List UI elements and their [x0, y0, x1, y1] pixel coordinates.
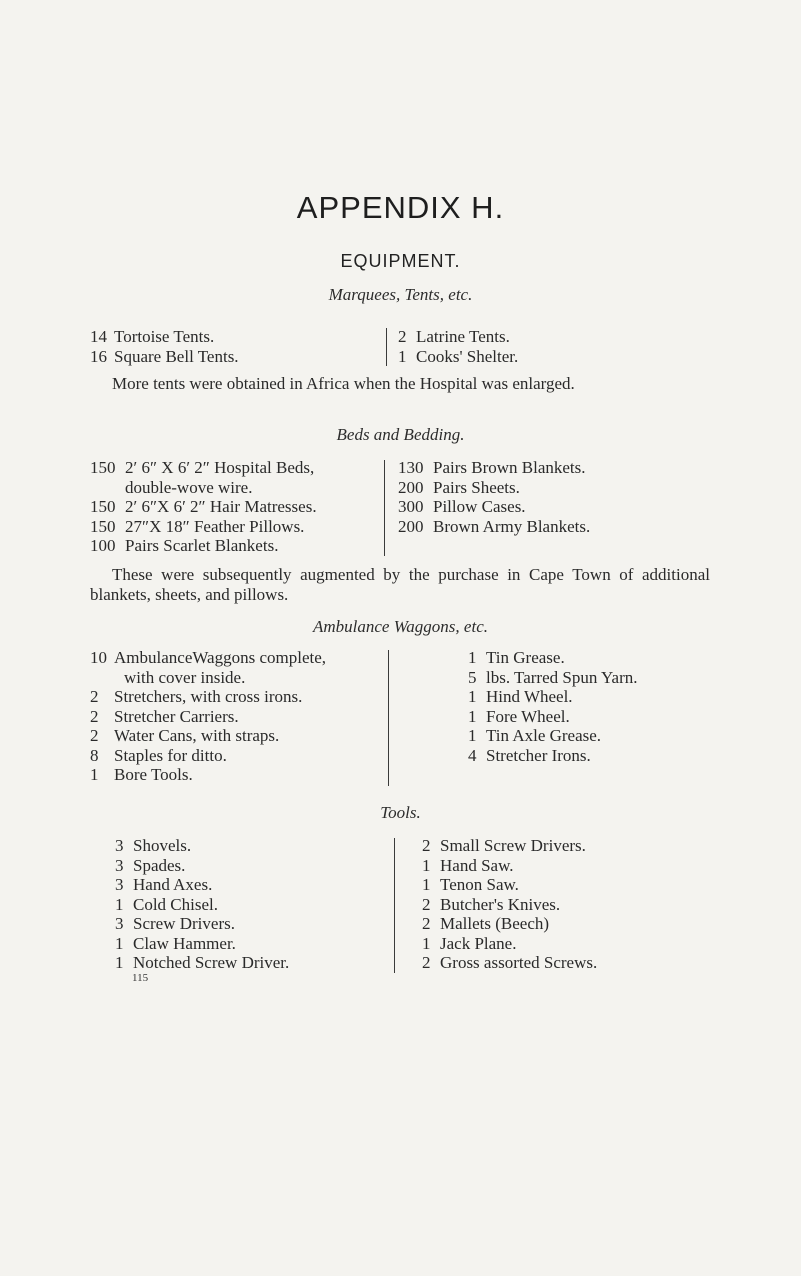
- list-item: [90, 687, 380, 707]
- list-item: [468, 746, 768, 766]
- item-qty: 5: [468, 667, 477, 687]
- item-qty: 200: [398, 516, 424, 536]
- list-item: [422, 856, 742, 876]
- ambulance-heading: Ambulance Waggons, etc.: [312, 617, 488, 636]
- item-qty: 2: [422, 836, 431, 855]
- item-qty: 150: [90, 516, 116, 536]
- item-text: Shovels.: [133, 836, 192, 855]
- list-item: [115, 875, 385, 895]
- list-item: [90, 497, 380, 517]
- item-qty: 1: [468, 648, 477, 667]
- beds-right-list: [398, 458, 698, 536]
- item-text: Notched Screw Driver.: [133, 953, 290, 972]
- item-text: Cooks' Shelter.: [416, 346, 519, 366]
- list-item: [90, 458, 380, 497]
- item-text: Pairs Scarlet Blankets.: [125, 536, 279, 555]
- item-qty: 130: [398, 458, 424, 477]
- item-qty: 2: [90, 706, 99, 726]
- item-qty: 100: [90, 536, 116, 555]
- item-qty: 2: [422, 953, 431, 972]
- list-item: [90, 648, 380, 687]
- item-qty: 200: [398, 477, 424, 497]
- column-divider: [394, 838, 395, 973]
- item-text: 2′ 6″X 6′ 2″ Hair Matresses.: [125, 497, 317, 516]
- item-text: Screw Drivers.: [133, 914, 235, 933]
- item-qty: 1: [422, 933, 431, 953]
- list-item: [422, 953, 742, 973]
- item-text: Pairs Sheets.: [433, 477, 520, 497]
- tools-heading: Tools.: [380, 803, 421, 822]
- item-qty: 3: [115, 914, 124, 933]
- item-text: Hind Wheel.: [486, 687, 573, 706]
- item-qty: 14: [90, 327, 107, 346]
- item-qty: 2: [90, 687, 99, 706]
- list-item: [90, 517, 380, 537]
- beds-note: These were subsequently augmented by the purchase in Cape Town of additional blankets, sheets, and pillows.: [90, 565, 710, 604]
- item-text: Hand Axes.: [133, 875, 213, 894]
- list-item: [422, 934, 742, 954]
- item-text: Pillow Cases.: [433, 497, 526, 516]
- item-text: Brown Army Blankets.: [433, 516, 591, 536]
- list-item: [90, 726, 380, 746]
- item-text: Jack Plane.: [440, 933, 517, 953]
- item-qty: 2: [398, 327, 407, 346]
- item-text: Tortoise Tents.: [114, 327, 215, 346]
- list-item: [115, 836, 385, 856]
- tools-left-list: [115, 836, 385, 973]
- marquees-left-list: [90, 327, 370, 366]
- item-text: Butcher's Knives.: [440, 894, 561, 914]
- item-text: Tenon Saw.: [440, 875, 519, 894]
- item-text: Spades.: [133, 855, 186, 875]
- list-item: [398, 517, 698, 537]
- list-item: [398, 458, 698, 478]
- list-item: [115, 895, 385, 915]
- list-item: [90, 746, 380, 766]
- item-qty: 150: [90, 497, 116, 516]
- beds-left-list: [90, 458, 380, 556]
- list-item: [422, 895, 742, 915]
- item-qty: 150: [90, 458, 116, 477]
- item-text: Stretchers, with cross irons.: [114, 687, 303, 706]
- list-item: [398, 497, 698, 517]
- item-text: Cold Chisel.: [133, 894, 219, 914]
- section-title: EQUIPMENT.: [340, 251, 461, 271]
- list-item: [115, 934, 385, 954]
- item-text: Hand Saw.: [440, 855, 514, 875]
- list-item: [90, 347, 370, 367]
- item-text: Bore Tools.: [114, 765, 193, 784]
- list-item: [398, 478, 698, 498]
- item-text: Staples for ditto.: [114, 745, 227, 765]
- item-qty: 1: [115, 894, 124, 914]
- item-qty: 2: [422, 914, 431, 933]
- list-item: [90, 327, 370, 347]
- item-text: Mallets (Beech): [440, 914, 550, 933]
- item-qty: 1: [115, 953, 124, 972]
- item-text: Water Cans, with straps.: [114, 726, 280, 745]
- list-item: [422, 875, 742, 895]
- item-qty: 3: [115, 836, 124, 855]
- item-qty: 3: [115, 875, 124, 894]
- item-qty: 300: [398, 497, 424, 516]
- list-item: [115, 856, 385, 876]
- item-qty: 1: [422, 855, 431, 875]
- list-item: [398, 347, 698, 367]
- beds-heading: Beds and Bedding.: [336, 425, 465, 444]
- column-divider: [386, 328, 387, 366]
- item-qty: 8: [90, 745, 99, 765]
- ambulance-right-list: [468, 648, 768, 765]
- list-item: [468, 668, 768, 688]
- item-text: Pairs Brown Blankets.: [433, 458, 586, 477]
- list-item: [422, 836, 742, 856]
- item-text: lbs. Tarred Spun Yarn.: [486, 667, 638, 687]
- list-item: [468, 707, 768, 727]
- item-text: Stretcher Irons.: [486, 745, 591, 765]
- column-divider: [388, 650, 389, 786]
- marquees-right-list: [398, 327, 698, 366]
- item-qty: 16: [90, 346, 107, 366]
- item-text: AmbulanceWaggons complete,: [114, 648, 327, 667]
- list-item: [468, 648, 768, 668]
- item-text: Square Bell Tents.: [114, 346, 239, 366]
- item-qty: 10: [90, 648, 107, 667]
- item-qty: 1: [398, 346, 407, 366]
- list-item: [90, 765, 380, 785]
- list-item: [468, 687, 768, 707]
- item-text: Fore Wheel.: [486, 706, 570, 726]
- item-text: Tin Grease.: [486, 648, 565, 667]
- item-text: Gross assorted Screws.: [440, 953, 598, 972]
- list-item: [422, 914, 742, 934]
- item-text: Latrine Tents.: [416, 327, 510, 346]
- item-text-continued: double-wove wire.: [125, 477, 253, 497]
- marquees-heading: Marquees, Tents, etc.: [328, 285, 473, 304]
- marquees-note: More tents were obtained in Africa when the Hospital was enlarged.: [112, 374, 575, 393]
- list-item: [90, 707, 380, 727]
- item-qty: 1: [115, 933, 124, 953]
- item-qty: 1: [468, 687, 477, 706]
- item-text-continued: with cover inside.: [124, 667, 246, 687]
- item-qty: 2: [90, 726, 99, 745]
- list-item: [398, 327, 698, 347]
- list-item: [115, 953, 385, 973]
- item-text: Tin Axle Grease.: [486, 726, 602, 745]
- item-qty: 3: [115, 855, 124, 875]
- item-qty: 1: [90, 765, 99, 784]
- column-divider: [384, 460, 385, 556]
- page-number: 115: [132, 972, 149, 984]
- item-text: 2′ 6″ X 6′ 2″ Hospital Beds,: [125, 458, 315, 477]
- ambulance-left-list: [90, 648, 380, 785]
- item-qty: 1: [468, 706, 477, 726]
- item-qty: 1: [468, 726, 477, 745]
- appendix-title: APPENDIX H.: [296, 190, 505, 225]
- list-item: [468, 726, 768, 746]
- item-text: Claw Hammer.: [133, 933, 236, 953]
- item-qty: 1: [422, 875, 431, 894]
- item-text: Small Screw Drivers.: [440, 836, 586, 855]
- item-qty: 2: [422, 894, 431, 914]
- list-item: [115, 914, 385, 934]
- list-item: [90, 536, 380, 556]
- item-qty: 4: [468, 745, 477, 765]
- item-text: Stretcher Carriers.: [114, 706, 239, 726]
- tools-right-list: [422, 836, 742, 973]
- item-text: 27″X 18″ Feather Pillows.: [125, 516, 305, 536]
